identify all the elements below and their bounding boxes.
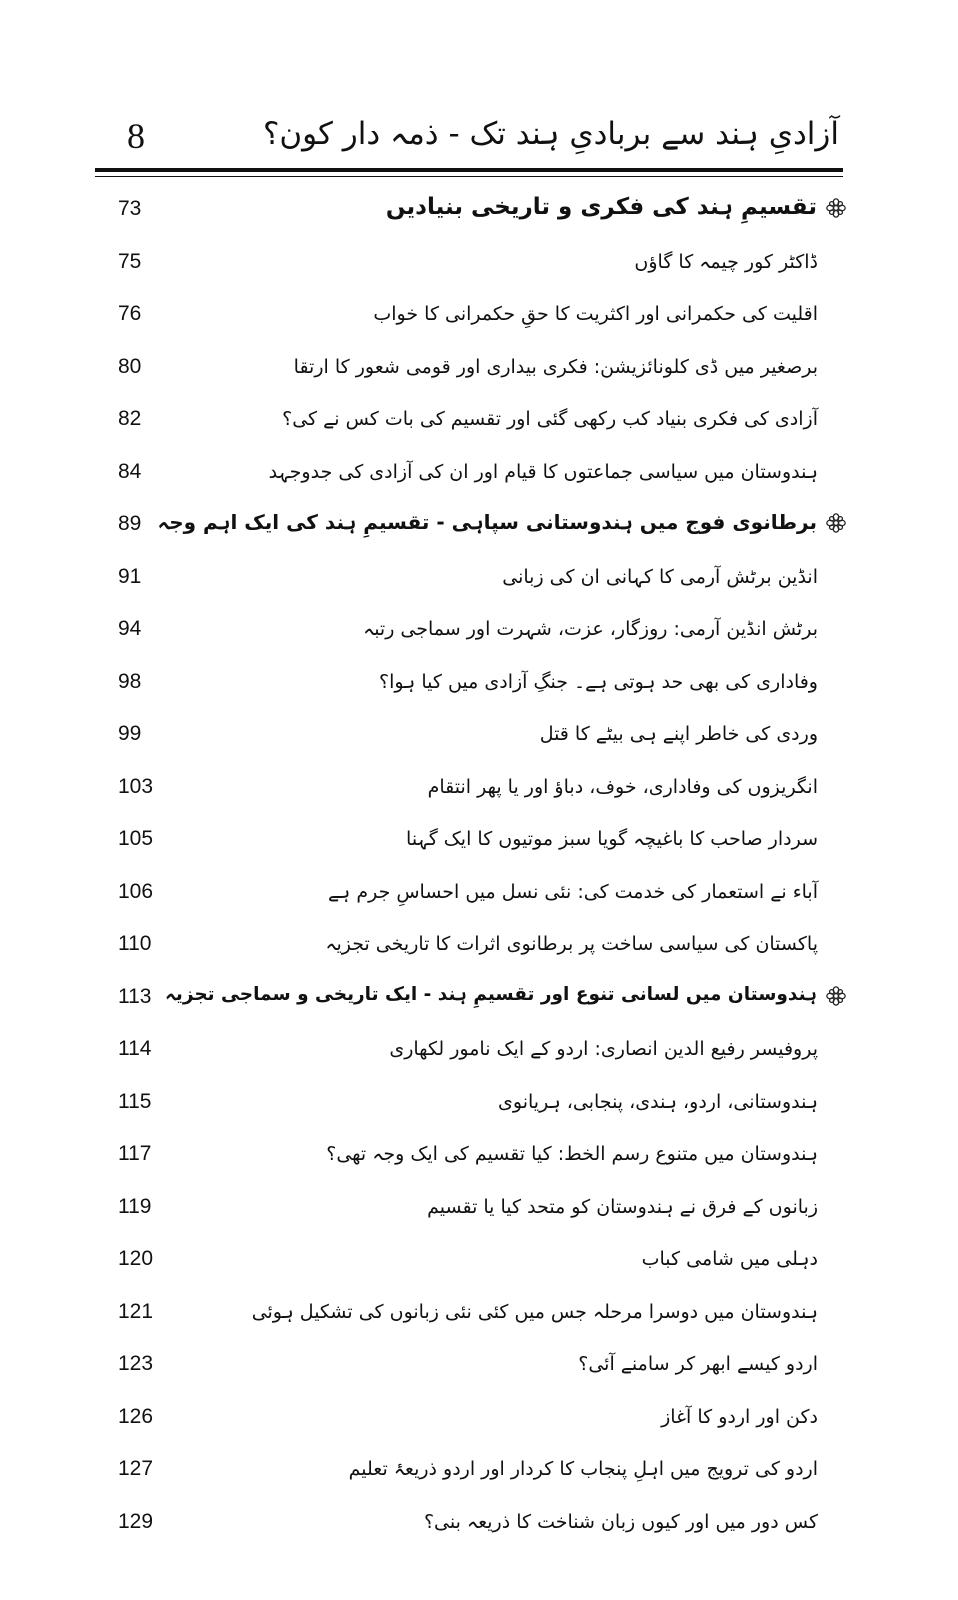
- running-title: آزادیِ ہند سے بربادیِ ہند تک - ذمہ دار کون؟: [262, 116, 839, 152]
- toc-page-number: 91: [118, 564, 142, 588]
- toc-entry-title: آباء نے استعمار کی خدمت کی: نئی نسل میں احساسِ جرم ہے: [328, 880, 818, 903]
- toc-entry-title: آزادی کی فکری بنیاد کب رکھی گئی اور تقسیم کی بات کس نے کی؟: [282, 408, 818, 430]
- toc-entry-title: زبانوں کے فرق نے ہندوستان کو متحد کیا یا تقسیم: [427, 1195, 818, 1218]
- toc-entry-title: اردو کی ترویج میں اہلِ پنجاب کا کردار اور اردو ذریعۂ تعلیم: [348, 1458, 818, 1480]
- toc-entry-row: [95, 552, 843, 605]
- toc-entry-row: [95, 1392, 843, 1445]
- toc-entry-title: ہندوستانی، اردو، ہندی، پنجابی، ہریانوی: [498, 1090, 818, 1113]
- toc-page-number: 99: [118, 722, 142, 745]
- toc-entry-title: کس دور میں اور کیوں زبان شناخت کا ذریعہ بنی؟: [423, 1510, 818, 1533]
- toc-entry-title: اقلیت کی حکمرانی اور اکثریت کا حقِ حکمرانی کا خواب: [373, 303, 818, 325]
- toc-page-number: 123: [118, 1352, 154, 1375]
- toc-chapter-title: ہندوستان میں لسانی تنوع اور تقسیمِ ہند - ایک تاریخی و سماجی تجزیہ: [165, 983, 817, 1005]
- toc-entry-title: ہندوستان میں متنوع رسم الخط: کیا تقسیم کی ایک وجہ تھی؟: [326, 1143, 818, 1165]
- toc-entry-title: ہندوستان میں سیاسی جماعتوں کا قیام اور ان کی آزادی کی جدوجہد: [268, 460, 818, 483]
- toc-page-number: 115: [118, 1089, 152, 1113]
- toc-page-number: 84: [118, 459, 142, 483]
- toc-page-number: 120: [118, 1247, 154, 1270]
- toc-entry-row: [95, 1444, 843, 1497]
- toc-entry-row: [95, 657, 843, 710]
- toc-entry-row: [95, 1077, 843, 1130]
- toc-entry-title: ہندوستان میں دوسرا مرحلہ جس میں کئی نئی زبانوں کی تشکیل ہوئی: [251, 1300, 818, 1323]
- toc-entry-title: برصغیر میں ڈی کلونائزیشن: فکری بیداری اور قومی شعور کا ارتقا: [293, 355, 818, 378]
- toc-entry-row: [95, 394, 843, 447]
- toc-page-number: 98: [118, 669, 142, 693]
- toc-page-number: 106: [118, 879, 154, 903]
- toc-chapter-title: برطانوی فوج میں ہندوستانی سپاہی - تقسیمِ ہند کی ایک اہم وجہ: [157, 510, 817, 534]
- toc-entry-row: [95, 709, 843, 762]
- toc-page-number: 94: [118, 617, 142, 640]
- toc-entry-title: سردار صاحب کا باغیچہ گویا سبز موتیوں کا ایک گہنا: [406, 828, 818, 850]
- toc-entry-row: [95, 1129, 843, 1182]
- toc-entry-title: وفاداری کی بھی حد ہوتی ہے۔ جنگِ آزادی میں کیا ہوا؟: [379, 670, 818, 693]
- toc-entry-title: پاکستان کی سیاسی ساخت پر برطانوی اثرات کا تاریخی تجزیہ: [325, 933, 818, 955]
- toc-entry-row: [95, 1287, 843, 1340]
- toc-chapter-row: [95, 499, 843, 552]
- toc-page-number: 110: [118, 932, 152, 955]
- toc-page-number: 117: [118, 1142, 152, 1165]
- toc-page-number: 126: [118, 1404, 154, 1428]
- toc-entry-row: [95, 1182, 843, 1235]
- toc-entry-row: [95, 814, 843, 867]
- toc-entry-title: اردو کیسے ابھر کر سامنے آئی؟: [578, 1353, 818, 1375]
- toc-page-number: 105: [118, 827, 154, 850]
- flower-bullet-icon: [825, 985, 847, 1007]
- toc-entry-row: [95, 867, 843, 920]
- toc-entry-title: ڈاکٹر کور چیمہ کا گاؤں: [634, 250, 818, 273]
- toc-entry-title: دکن اور اردو کا آغاز: [661, 1405, 818, 1428]
- toc-entry-title: انڈین برٹش آرمی کا کہانی ان کی زبانی: [502, 565, 818, 588]
- page-number: 8: [127, 116, 145, 156]
- toc-entry-row: [95, 1339, 843, 1392]
- toc-page-number: 113: [118, 984, 152, 1008]
- toc-entry-title: دہلی میں شامی کباب: [641, 1248, 818, 1270]
- toc-entry-row: [95, 762, 843, 815]
- toc-chapter-row: [95, 184, 843, 237]
- toc-entry-row: [95, 1497, 843, 1550]
- toc-entry-title: وردی کی خاطر اپنے ہی بیٹے کا قتل: [539, 723, 818, 745]
- toc-page-number: 103: [118, 774, 154, 798]
- toc-entry-row: [95, 447, 843, 500]
- toc-entry-row: [95, 237, 843, 290]
- toc-entry-title: انگریزوں کی وفاداری، خوف، دباؤ اور یا پھر انتقام: [427, 775, 818, 798]
- toc-page-number: 73: [118, 197, 142, 220]
- header-rule-thin: [95, 176, 843, 177]
- toc-entry-title: پروفیسر رفیع الدین انصاری: اردو کے ایک نامور لکھاری: [389, 1038, 818, 1060]
- toc-page-number: 76: [118, 302, 142, 325]
- toc-page-number: 75: [118, 249, 142, 273]
- toc-chapter-title: تقسیمِ ہند کی فکری و تاریخی بنیادیں: [385, 194, 817, 220]
- flower-bullet-icon: [825, 512, 847, 534]
- toc-page-number: 114: [118, 1037, 152, 1060]
- toc-page-number: 121: [118, 1299, 154, 1323]
- toc-entry-row: [95, 1024, 843, 1077]
- flower-bullet-icon: [825, 197, 847, 219]
- page-header: [95, 112, 843, 174]
- toc-entry-row: [95, 604, 843, 657]
- table-of-contents: [95, 184, 843, 1549]
- toc-entry-row: [95, 342, 843, 395]
- toc-page-number: 129: [118, 1509, 154, 1533]
- toc-page-number: 89: [118, 512, 142, 535]
- toc-page-number: 127: [118, 1457, 154, 1480]
- toc-page-number: 82: [118, 407, 142, 430]
- toc-entry-row: [95, 289, 843, 342]
- toc-entry-title: برٹش انڈین آرمی: روزگار، عزت، شہرت اور سماجی رتبہ: [363, 618, 818, 640]
- toc-chapter-row: [95, 972, 843, 1025]
- toc-page-number: 119: [118, 1194, 152, 1218]
- header-rule-thick: [95, 168, 843, 172]
- toc-entry-row: [95, 1234, 843, 1287]
- toc-entry-row: [95, 919, 843, 972]
- toc-page-number: 80: [118, 354, 142, 378]
